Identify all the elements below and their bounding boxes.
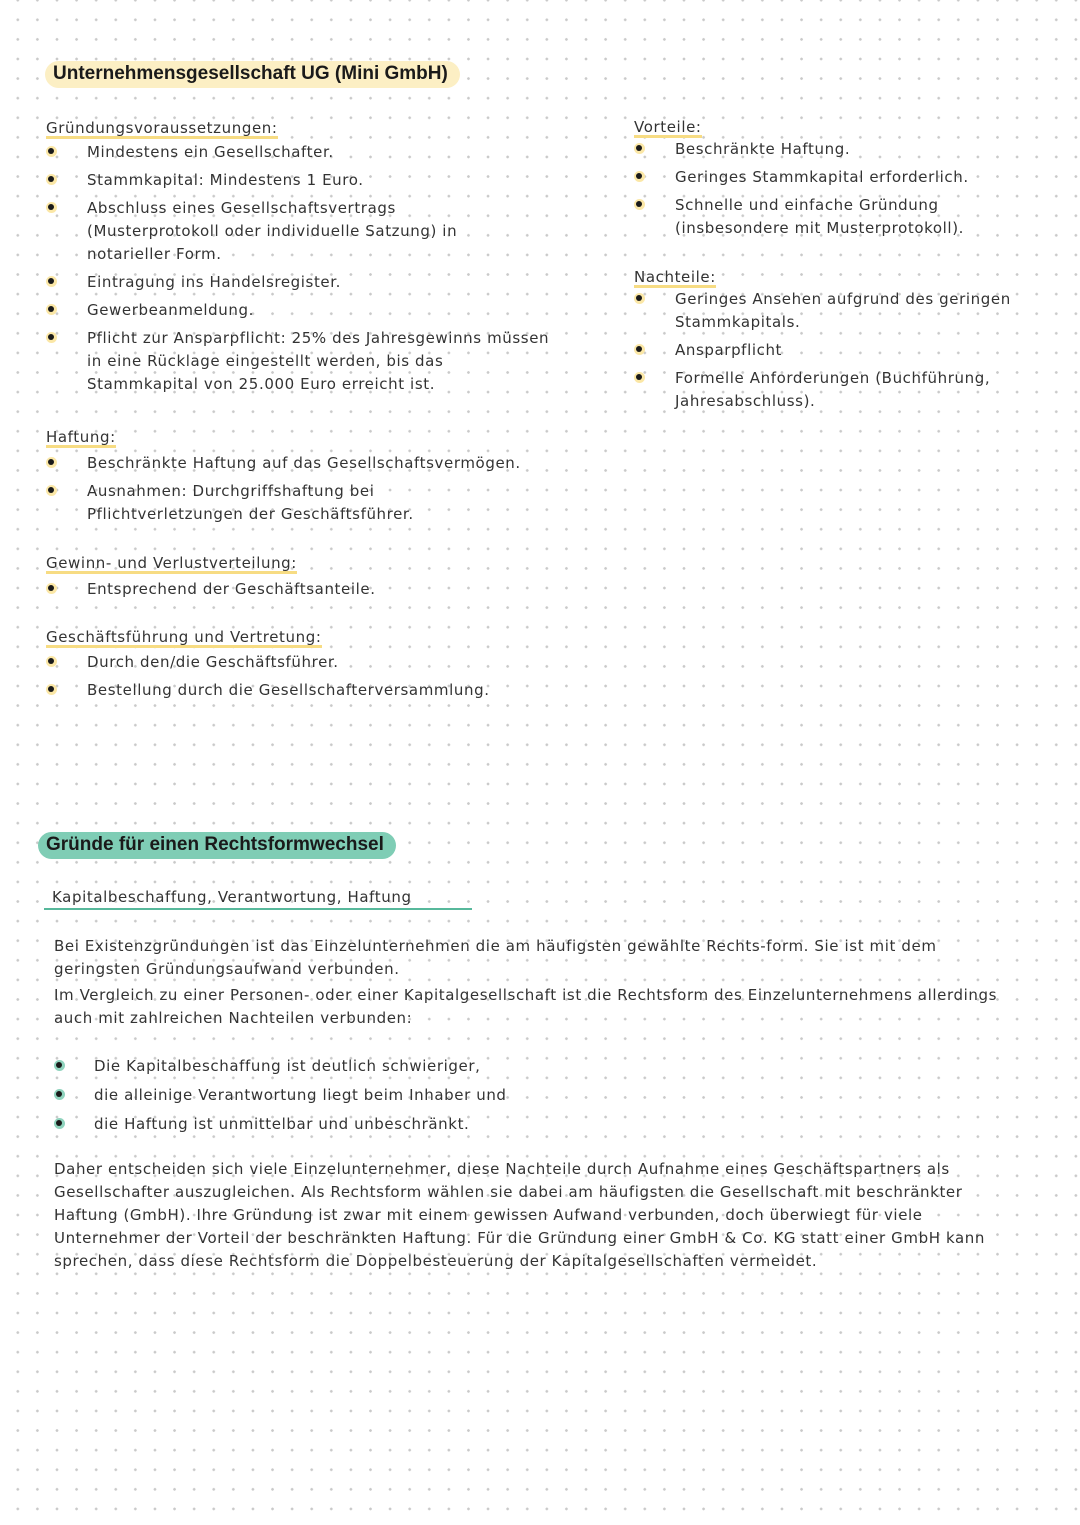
bullet-icon bbox=[46, 684, 57, 695]
list-item: Abschluss eines Gesellschaftsvertrags (Musterprotokoll oder individuelle Satzung) in notarieller Form. bbox=[46, 197, 487, 266]
list-item: Beschränkte Haftung. bbox=[634, 138, 1044, 161]
conclusion-paragraph: Daher entscheiden sich viele Einzelunternehmer, diese Nachteile durch Aufnahme eines Geschäftspartners als Gesellschafter auszugleichen. Als Rechtsform wählen sie dabei am häufigsten die Gesellschaft mit beschränkter Haftung (GmbH). Ihre Gründung ist zwar mit einem gewissen Aufwand verbunden, doch überwiegt für viele Unternehmer der Vorteil der beschränkten Haftung. Für die Gründung einer GmbH & Co. KG statt einer GmbH kann sprechen, dass diese Rechtsform die Doppelbesteuerung der Kapitalgesellschaften vermeidet. bbox=[54, 1160, 986, 1270]
list-item: Beschränkte Haftung auf das Gesellschaftsvermögen. bbox=[46, 452, 586, 475]
bullet-icon bbox=[634, 372, 645, 383]
list-item: Geringes Stammkapital erforderlich. bbox=[634, 166, 1044, 189]
nachteile-block bbox=[634, 267, 1054, 418]
section-title-rechtsformwechsel: Gründe für einen Rechtsformwechsel bbox=[38, 832, 396, 859]
list-item: Die Kapitalbeschaffung ist deutlich schwieriger, bbox=[54, 1055, 754, 1078]
list-item: Mindestens ein Gesellschafter. bbox=[46, 141, 586, 164]
list-item: Bestellung durch die Gesellschafterversammlung. bbox=[46, 679, 586, 702]
bullet-icon bbox=[46, 583, 57, 594]
list-item: Eintragung ins Handelsregister. bbox=[46, 271, 586, 294]
list-item: die Haftung ist unmittelbar und unbeschränkt. bbox=[54, 1113, 754, 1136]
list-item: Schnelle und einfache Gründung (insbesondere mit Musterprotokoll). bbox=[634, 194, 995, 240]
bullet-icon bbox=[46, 146, 57, 157]
gruendung-heading: Gründungsvoraussetzungen: bbox=[46, 119, 278, 137]
haftung-list bbox=[46, 452, 586, 526]
fuehrung-block bbox=[46, 627, 586, 707]
bullet-icon bbox=[46, 656, 57, 667]
bullet-icon bbox=[634, 199, 645, 210]
gruendung-list bbox=[46, 141, 586, 396]
section2-list-block bbox=[54, 1055, 754, 1142]
vorteile-block bbox=[634, 117, 1044, 245]
list-item: Pflicht zur Ansparpflicht: 25% des Jahresgewinns müssen in eine Rücklage eingestellt werden, bis das Stammkapital von 25.000 Euro erreicht ist. bbox=[46, 327, 557, 396]
intro-paragraph: Bei Existenzgründungen ist das Einzelunternehmen die am häufigsten gewählte Rechts-form. Sie ist mit dem geringsten Gründungsaufwand verbunden. bbox=[54, 937, 937, 978]
section2-intro bbox=[54, 935, 1014, 1030]
nachteile-list bbox=[634, 288, 1054, 413]
gewinn-list bbox=[46, 578, 586, 601]
bullet-icon bbox=[634, 171, 645, 182]
gewinn-heading: Gewinn- und Verlustverteilung: bbox=[46, 554, 297, 572]
bullet-icon bbox=[54, 1118, 65, 1129]
haftung-heading: Haftung: bbox=[46, 428, 116, 446]
list-item: Stammkapital: Mindestens 1 Euro. bbox=[46, 169, 586, 192]
bullet-icon bbox=[54, 1060, 65, 1071]
vorteile-list bbox=[634, 138, 1044, 240]
vorteile-heading: Vorteile: bbox=[634, 118, 702, 136]
bullet-icon bbox=[634, 143, 645, 154]
bullet-icon bbox=[46, 332, 57, 343]
bullet-icon bbox=[46, 485, 57, 496]
list-item: Ausnahmen: Durchgriffshaftung bei Pflichtverletzungen der Geschäftsführer. bbox=[46, 480, 487, 526]
section-title-ug: Unternehmensgesellschaft UG (Mini GmbH) bbox=[45, 61, 460, 88]
bullet-icon bbox=[46, 304, 57, 315]
bullet-icon bbox=[46, 174, 57, 185]
list-item: Durch den/die Geschäftsführer. bbox=[46, 651, 586, 674]
fuehrung-heading: Geschäftsführung und Vertretung: bbox=[46, 628, 322, 646]
bullet-icon bbox=[46, 276, 57, 287]
section2-list bbox=[54, 1055, 754, 1136]
list-item: Geringes Ansehen aufgrund des geringen Stammkapitals. bbox=[634, 288, 1054, 334]
intro-paragraph: Im Vergleich zu einer Personen- oder einer Kapitalgesellschaft ist die Rechtsform des Einzelunternehmens allerdings auch mit zahlreichen Nachteilen verbunden: bbox=[54, 986, 997, 1027]
list-item: Gewerbeanmeldung. bbox=[46, 299, 586, 322]
gruendung-block bbox=[46, 118, 586, 401]
section2-subheading: Kapitalbeschaffung, Verantwortung, Haftung bbox=[44, 888, 472, 910]
list-item: Ansparpflicht bbox=[634, 339, 1054, 362]
fuehrung-list bbox=[46, 651, 586, 702]
bullet-icon bbox=[634, 293, 645, 304]
nachteile-heading: Nachteile: bbox=[634, 268, 716, 286]
haftung-block bbox=[46, 427, 586, 531]
section2-conclusion bbox=[54, 1158, 1014, 1273]
bullet-icon bbox=[46, 457, 57, 468]
gewinn-block bbox=[46, 553, 586, 606]
bullet-icon bbox=[634, 344, 645, 355]
list-item: Formelle Anforderungen (Buchführung, Jahresabschluss). bbox=[634, 367, 1015, 413]
list-item: Entsprechend der Geschäftsanteile. bbox=[46, 578, 586, 601]
bullet-icon bbox=[54, 1089, 65, 1100]
list-item: die alleinige Verantwortung liegt beim Inhaber und bbox=[54, 1084, 754, 1107]
bullet-icon bbox=[46, 202, 57, 213]
